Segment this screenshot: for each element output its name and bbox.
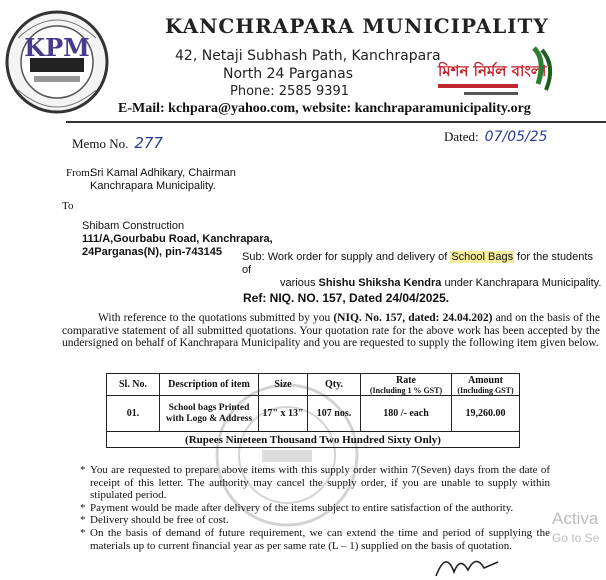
subject-text-pre: Work order for supply and delivery of xyxy=(267,251,448,263)
subject-highlight: School Bags xyxy=(451,251,514,263)
dated-label: Dated: xyxy=(444,129,479,144)
body-paragraph xyxy=(62,312,600,350)
col-header-amount: Amount (Including GST) xyxy=(452,374,520,396)
addressee-address-1: 111/A,Gourbabu Road, Kanchrapara, xyxy=(82,233,273,245)
header-divider xyxy=(66,121,606,123)
terms-list xyxy=(80,464,550,552)
subject-line2-pre: various xyxy=(280,277,316,289)
seal-monogram: KPM xyxy=(24,33,90,62)
cell-rate: 180 /- each xyxy=(361,396,452,432)
body-pre: With reference to the quotations submitted by you xyxy=(98,312,331,324)
address-line-1: 42, Netaji Subhash Path, Kanchrapara xyxy=(175,48,441,64)
table-row xyxy=(107,396,520,432)
cell-amount: 19,260.00 xyxy=(452,396,520,432)
col-header-rate: Rate (Including 1 % GST) xyxy=(361,374,452,396)
memo-number xyxy=(72,134,163,152)
total-in-words: (Rupees Nineteen Thousand Two Hundred Sixty Only) xyxy=(107,432,520,448)
cell-sl: 01. xyxy=(107,396,160,432)
memo-handwritten-number: 277 xyxy=(134,134,163,152)
email-website-line: E-Mail: kchpara@yahoo.com, website: kanchraparamunicipality.org xyxy=(118,101,531,116)
col-header-size: Size xyxy=(259,374,308,396)
subject-label: Sub: xyxy=(242,251,265,263)
subject-line2-bold: Shishu Shiksha Kendra xyxy=(318,277,442,289)
os-activation-watermark-title: Activa xyxy=(552,509,599,528)
list-item: * Delivery should be free of cost. xyxy=(80,514,550,527)
os-activation-watermark-subtitle: Go to Se xyxy=(552,531,600,545)
list-item: * You are requested to prepare above items with this supply order within 7(Seven) days from the date of receipt of this letter. The authority may cancel the supply order, if you are unable to supply within stipulated period. xyxy=(80,464,550,502)
list-item: * Payment would be made after delivery of the items subject to entire satisfaction of the authority. xyxy=(80,502,550,515)
from-label: From: xyxy=(66,167,93,179)
body-bold-ref: (NIQ. No. 157, dated: 24.04.202) xyxy=(333,312,493,324)
to-label: To xyxy=(62,200,74,212)
mission-nirmal-bangla-logo xyxy=(434,40,562,104)
cell-size: 17" x 13" xyxy=(259,396,308,432)
list-item: * On the basis of demand of future requirement, we can extend the time and period of supplying the materials up to current financial year as per same rate (L – 1) supplied on the basis of quotation. xyxy=(80,527,550,552)
body-post: and on the basis of the comparative statement of all submitted quotations. Your quotation rate for the above work has been accepted by the undersigned on behalf of Kanchrapara Municipality and you are requested to supply the following item given below. xyxy=(62,312,600,350)
addressee-address-2: 24Parganas(N), pin-743145 xyxy=(82,246,223,258)
signature-image xyxy=(432,548,502,580)
items-table xyxy=(106,373,520,448)
municipality-title: KANCHRAPARA MUNICIPALITY xyxy=(165,14,549,38)
subject-block xyxy=(242,251,602,290)
sender-block xyxy=(90,167,236,193)
mission-logo-text: মিশন নির্মল বাংলা xyxy=(438,62,547,80)
reference-line: Ref: NIQ. NO. 157, Dated 24/04/2025. xyxy=(243,291,450,305)
col-header-sl: Sl. No. xyxy=(107,374,160,396)
cell-description: School bags Printed with Logo & Address xyxy=(160,396,259,432)
memo-date xyxy=(444,129,548,145)
cell-qty: 107 nos. xyxy=(308,396,361,432)
sender-org: Kanchrapara Municipality. xyxy=(90,180,216,192)
addressee-name: Shibam Construction xyxy=(82,220,185,232)
subject-line2-post: under Kanchrapara Municipality. xyxy=(444,277,602,289)
memo-label: Memo No. xyxy=(72,136,129,151)
col-header-qty: Qty. xyxy=(308,374,361,396)
table-total-row xyxy=(107,432,520,448)
sender-name: Sri Kamal Adhikary, Chairman xyxy=(90,167,236,179)
municipality-seal-logo xyxy=(4,8,110,116)
address-line-2: North 24 Parganas xyxy=(223,66,353,82)
handwritten-date: 07/05/25 xyxy=(484,129,548,145)
subject-text-post: for the students of xyxy=(242,251,593,276)
phone-line: Phone: 2585 9391 xyxy=(230,84,350,99)
table-header-row xyxy=(107,374,520,396)
col-header-description: Description of item xyxy=(160,374,259,396)
